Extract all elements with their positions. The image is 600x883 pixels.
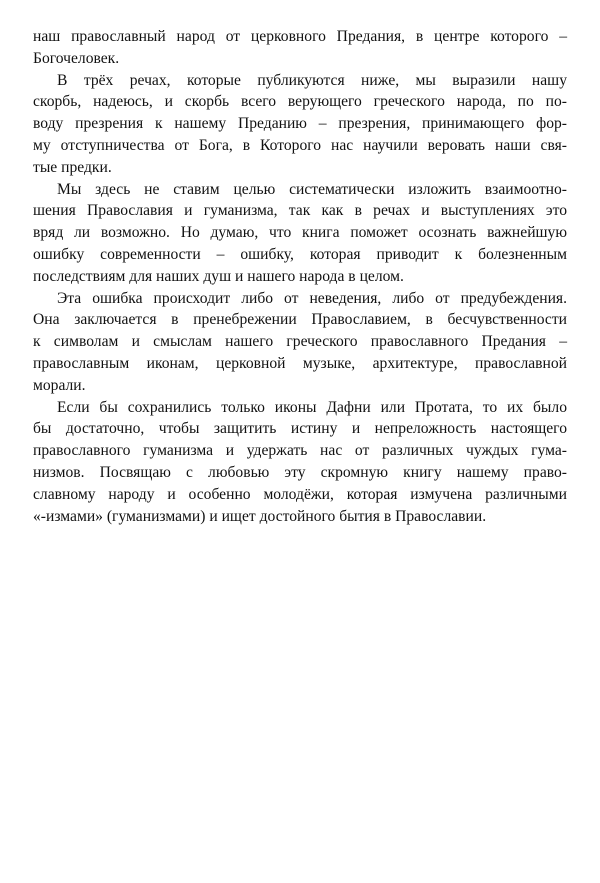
text-line: бы достаточно, чтобы защитить истину и непреложность настоящего [33, 420, 567, 438]
text-line: морали. [33, 376, 86, 394]
text-line: му отступничества от Бога, в Которого нас научили веровать наши свя- [33, 136, 567, 154]
text-line: наш православный народ от церковного Предания, в центре которого – [33, 28, 567, 45]
text-line: В трёх речах, которые публикуются ниже, мы выразили нашу [57, 71, 567, 89]
text-line: низмов. Посвящаю с любовью эту скромную книгу нашему право- [33, 463, 567, 481]
text-line: вряд ли возможно. Но думаю, что книга поможет осознать важнейшую [33, 224, 567, 242]
text-line: Богочеловек. [33, 49, 120, 67]
text-line: Если бы сохранились только иконы Дафни или Протата, то их было [57, 398, 567, 416]
document-page [33, 26, 567, 527]
text-line: воду презрения к нашему Преданию – презрения, принимающего фор- [33, 115, 567, 133]
text-line: ошибку современности – ошибку, которая приводит к болезненным [33, 245, 567, 263]
text-line: скорбь, надеюсь, и скорбь всего верующего греческого народа, по по- [33, 93, 567, 111]
text-line: православного гуманизма и удержать нас от различных чуждых гума- [33, 442, 567, 460]
paragraph-1 [33, 26, 567, 70]
text-line: «-измами» (гуманизмами) и ищет достойного бытия в Православии. [33, 507, 487, 525]
text-line: славному народу и особенно молодёжи, которая измучена различными [33, 485, 567, 503]
text-line: тые предки. [33, 158, 112, 176]
text-line: последствиям для наших душ и нашего народа в целом. [33, 267, 404, 285]
text-line: Она заключается в пренебрежении Православием, в бесчувственности [33, 311, 567, 329]
paragraph-3 [33, 179, 567, 288]
text-line: Мы здесь не ставим целью систематически изложить взаимоотно- [57, 180, 567, 198]
paragraph-4 [33, 288, 567, 397]
text-line: Эта ошибка происходит либо от неведения, либо от предубеждения. [57, 289, 567, 307]
paragraph-2 [33, 70, 567, 179]
text-line: шения Православия и гуманизма, так как в речах и выступлениях это [33, 202, 567, 220]
text-line: к символам и смыслам нашего греческого православного Предания – [33, 333, 567, 351]
text-line: православным иконам, церковной музыке, архитектуре, православной [33, 354, 567, 372]
paragraph-5 [33, 397, 567, 528]
